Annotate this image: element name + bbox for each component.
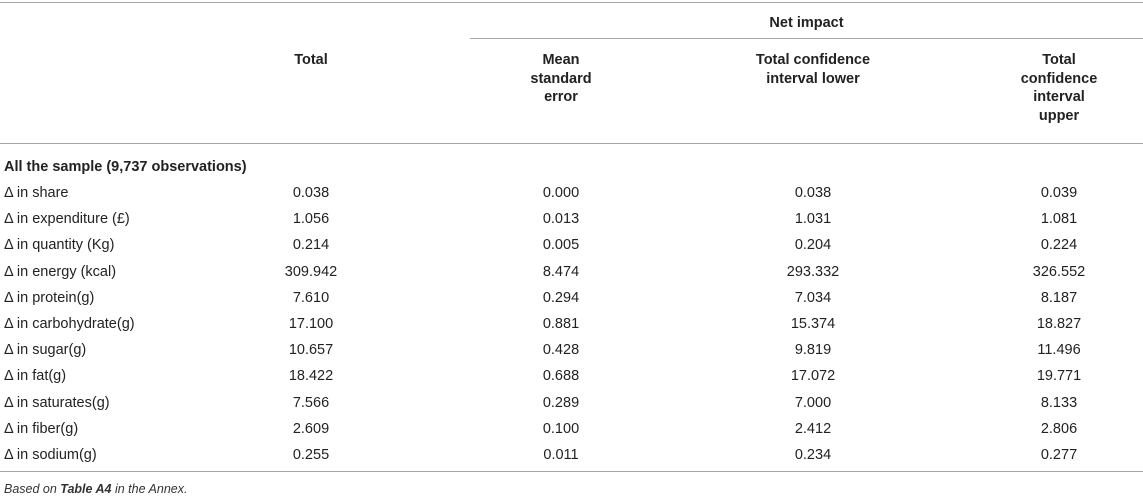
- ci-upper-cell: 19.771: [1036, 368, 1082, 384]
- total-cell: 2.609: [292, 421, 330, 437]
- ci-lower-cell: 0.038: [794, 185, 832, 201]
- mean-se-cell: 0.428: [542, 342, 580, 358]
- row-label: Δ in energy (kcal): [4, 264, 117, 280]
- total-cell: 0.038: [292, 185, 330, 201]
- row-label: Δ in saturates(g): [4, 395, 110, 411]
- mean-se-header-line: error: [544, 89, 578, 105]
- ci-lower-cell: 9.819: [794, 342, 832, 358]
- ci-upper-cell: 0.277: [1040, 447, 1078, 463]
- mean-se-cell: 0.005: [542, 237, 580, 253]
- ci-upper-header: [994, 51, 1124, 125]
- total-cell: 0.214: [292, 237, 330, 253]
- ci-lower-cell: 7.000: [794, 395, 832, 411]
- ci-upper-cell: 2.806: [1040, 421, 1078, 437]
- ci-lower-cell: 1.031: [794, 211, 832, 227]
- ci-upper-cell: 0.039: [1040, 185, 1078, 201]
- total-cell: 7.610: [292, 290, 330, 306]
- ci-upper-header-line: Total: [1042, 52, 1076, 68]
- bottom-rule: [0, 471, 1143, 472]
- ci-upper-cell: 1.081: [1040, 211, 1078, 227]
- footnote-prefix: Based on: [4, 482, 61, 496]
- row-label: Δ in protein(g): [4, 290, 95, 306]
- row-label: Δ in sodium(g): [4, 447, 97, 463]
- ci-lower-cell: 7.034: [794, 290, 832, 306]
- total-cell: 309.942: [284, 264, 338, 280]
- total-cell: 10.657: [288, 342, 334, 358]
- row-label: Δ in carbohydrate(g): [4, 316, 135, 332]
- total-cell: 17.100: [288, 316, 334, 332]
- net-impact-rule: [470, 38, 1143, 39]
- ci-upper-cell: 18.827: [1036, 316, 1082, 332]
- footnote: [4, 482, 187, 496]
- ci-lower-header-line: Total confidence: [755, 52, 871, 68]
- ci-lower-cell: 17.072: [790, 368, 836, 384]
- ci-upper-cell: 0.224: [1040, 237, 1078, 253]
- mean-se-cell: 0.100: [542, 421, 580, 437]
- mean-se-cell: 0.289: [542, 395, 580, 411]
- row-label: Δ in fiber(g): [4, 421, 79, 437]
- mean-se-cell: 0.000: [542, 185, 580, 201]
- ci-lower-header: [720, 51, 906, 88]
- mean-se-header: [474, 51, 648, 107]
- total-cell: 7.566: [292, 395, 330, 411]
- ci-lower-cell: 293.332: [786, 264, 840, 280]
- ci-upper-cell: 326.552: [1032, 264, 1086, 280]
- mean-se-cell: 0.013: [542, 211, 580, 227]
- ci-upper-cell: 8.133: [1040, 395, 1078, 411]
- ci-lower-header-line: interval lower: [766, 70, 860, 87]
- ci-upper-header-line: confidence: [1020, 70, 1098, 87]
- footnote-table-ref: Table A4: [60, 482, 112, 496]
- total-cell: 18.422: [288, 368, 334, 384]
- ci-upper-cell: 11.496: [1037, 342, 1081, 358]
- row-label: Δ in quantity (Kg): [4, 237, 115, 253]
- total-header: Total: [294, 52, 328, 68]
- row-label: Δ in sugar(g): [4, 342, 87, 358]
- total-cell: 1.056: [292, 211, 330, 227]
- mean-se-cell: 0.011: [543, 447, 579, 463]
- net-impact-header: Net impact: [769, 15, 844, 31]
- ci-lower-cell: 0.204: [794, 237, 832, 253]
- row-label: Δ in share: [4, 185, 69, 201]
- mean-se-header-line: Mean: [542, 52, 580, 68]
- mean-se-cell: 0.688: [542, 368, 580, 384]
- ci-lower-cell: 2.412: [794, 421, 832, 437]
- ci-lower-cell: 15.374: [790, 316, 836, 332]
- mean-se-cell: 0.881: [542, 316, 580, 332]
- header-bottom-rule: [0, 143, 1143, 144]
- mean-se-cell: 8.474: [542, 264, 580, 280]
- section-title: All the sample (9,737 observations): [4, 159, 247, 175]
- ci-lower-cell: 0.234: [794, 447, 832, 463]
- row-label: Δ in expenditure (£): [4, 211, 130, 227]
- row-label: Δ in fat(g): [4, 368, 67, 384]
- ci-upper-header-line: upper: [1038, 107, 1080, 124]
- top-rule: [0, 2, 1143, 3]
- footnote-suffix: in the Annex.: [111, 482, 188, 496]
- ci-upper-header-line: interval: [1033, 89, 1085, 105]
- ci-upper-cell: 8.187: [1040, 290, 1078, 306]
- mean-se-header-line: standard: [530, 70, 592, 87]
- total-cell: 0.255: [292, 447, 330, 463]
- mean-se-cell: 0.294: [542, 290, 580, 306]
